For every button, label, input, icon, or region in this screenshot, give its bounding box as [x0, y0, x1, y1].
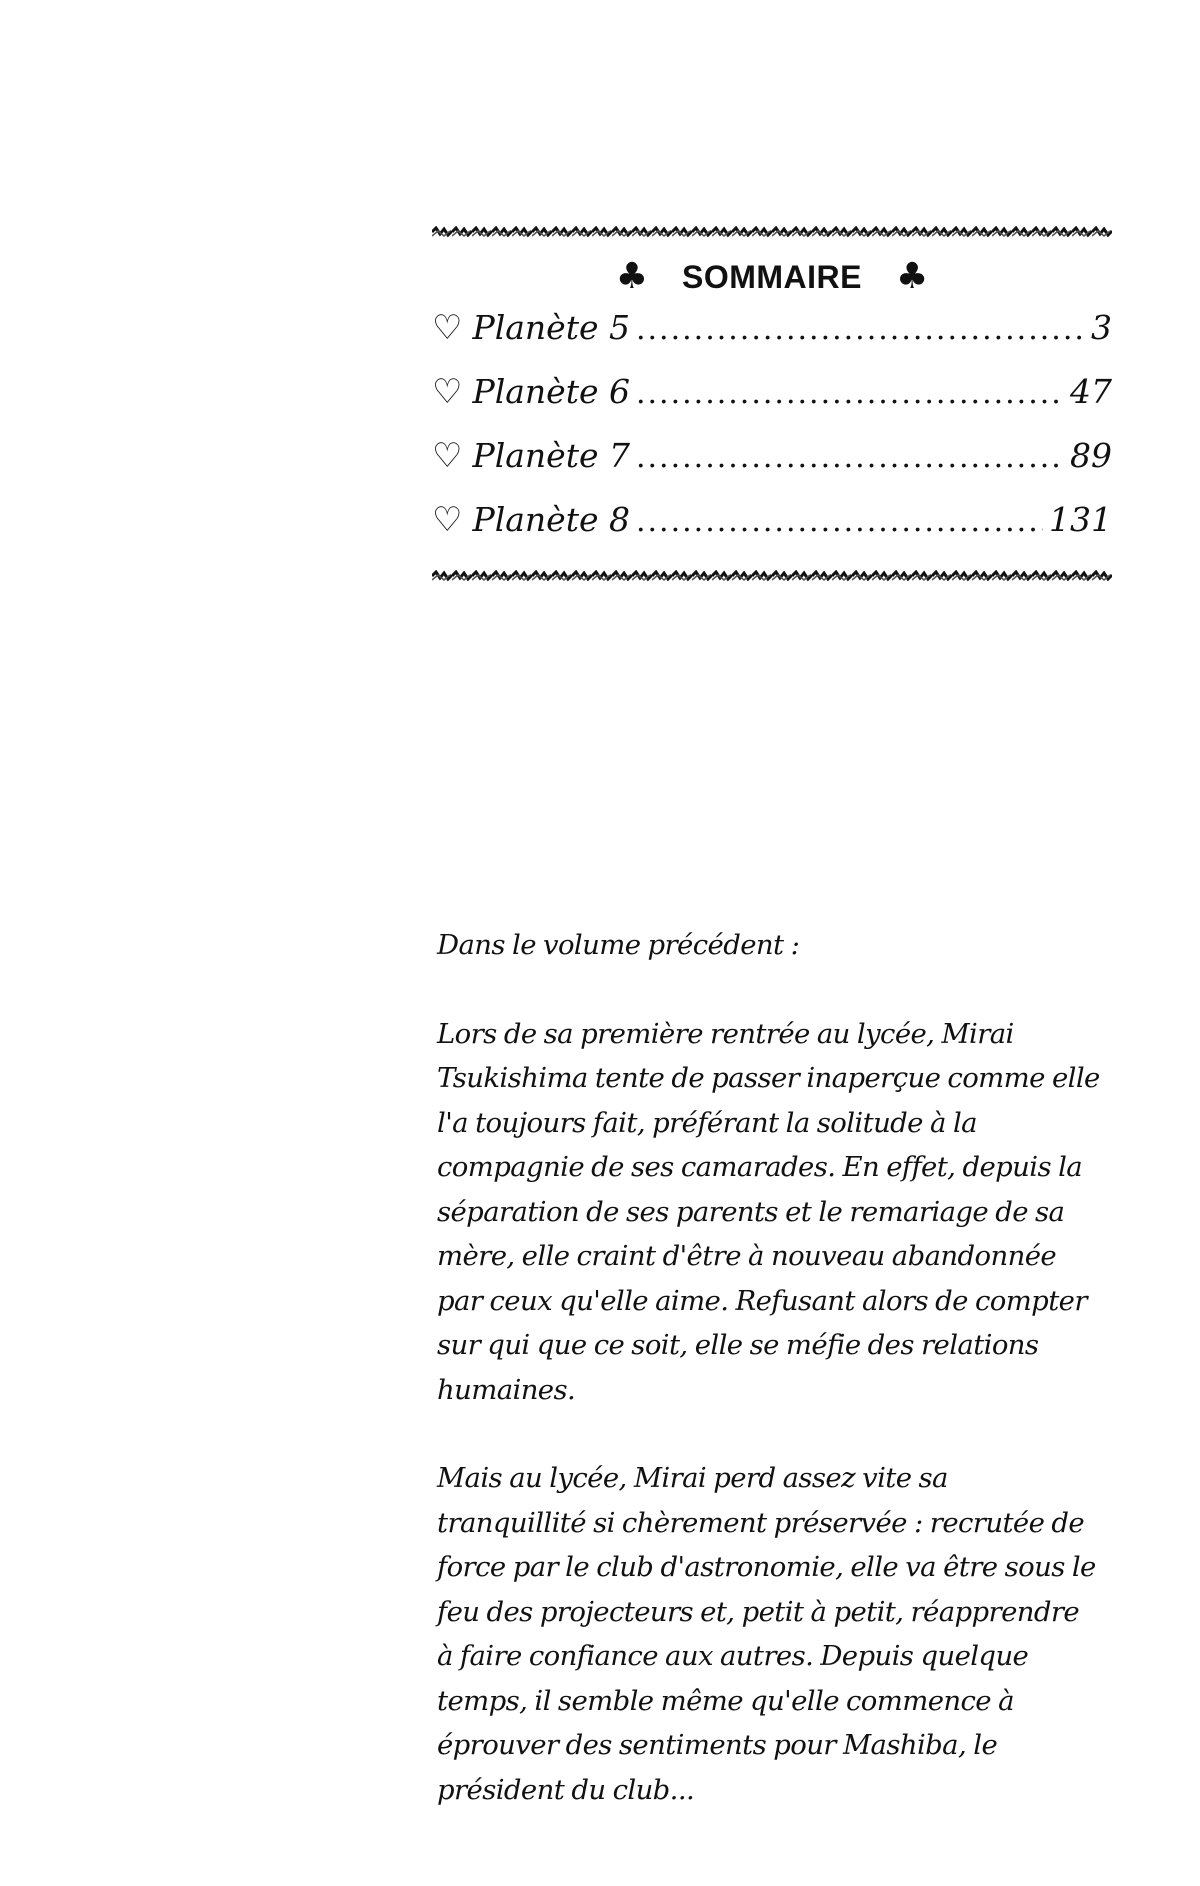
summary-heading: Dans le volume précédent : [437, 929, 800, 961]
toc-entry-label: Planète 8 [472, 500, 630, 539]
toc-entry-label: Planète 5 [472, 308, 630, 347]
summary-paragraph: Mais au lycée, Mirai perd assez vite sa tranquillité si chèrement préservée : recrutée de force par le club d'astronomie, elle va être sous le feu des projecteurs et, petit à petit, réapprendre à faire confiance aux autres. Depuis quelque temps, il semble même qu'elle commence à éprouver des sentiments pour Mashiba, le président du club... [437, 1462, 1096, 1806]
decorative-top-border [432, 226, 1112, 238]
toc-entry[interactable] [432, 372, 1112, 436]
toc-entry-page: 47 [1070, 372, 1112, 411]
heart-outline-icon: ♡ [432, 436, 463, 476]
toc-entry-label: Planète 7 [472, 436, 630, 475]
toc-entry[interactable] [432, 500, 1112, 564]
heart-outline-icon: ♡ [432, 372, 463, 412]
heart-outline-icon: ♡ [432, 308, 463, 348]
summary-paragraph: Lors de sa première rentrée au lycée, Mirai Tsukishima tente de passer inaperçue comme elle l'a toujours fait, préférant la solitude à la compagnie de ses camarades. En effet, depuis la séparation de ses parents et le remariage de sa mère, elle craint d'être à nouveau abandonnée par ceux qu'elle aime. Refusant alors de compter sur qui que ce soit, elle se méfie des relations humaines. [437, 1017, 1100, 1406]
toc-leader-dots [636, 312, 1085, 347]
toc-entry-page: 3 [1091, 308, 1112, 347]
toc-entry[interactable] [432, 308, 1112, 372]
previous-volume-summary [437, 923, 1102, 1812]
toc-entry-page: 89 [1070, 436, 1112, 475]
toc-entry-page: 131 [1049, 500, 1112, 539]
toc-title: SOMMAIRE [682, 258, 862, 295]
toc-title-row [432, 246, 1112, 308]
toc-leader-dots [636, 504, 1043, 539]
toc-list [432, 308, 1112, 564]
table-of-contents [432, 226, 1112, 582]
toc-leader-dots [636, 376, 1064, 411]
toc-entry-label: Planète 6 [472, 372, 630, 411]
toc-entry[interactable] [432, 436, 1112, 500]
decorative-bottom-border [432, 570, 1112, 582]
club-suit-icon: ♣ [615, 256, 648, 297]
club-suit-icon: ♣ [896, 256, 929, 297]
heart-outline-icon: ♡ [432, 500, 463, 540]
toc-leader-dots [636, 440, 1064, 475]
